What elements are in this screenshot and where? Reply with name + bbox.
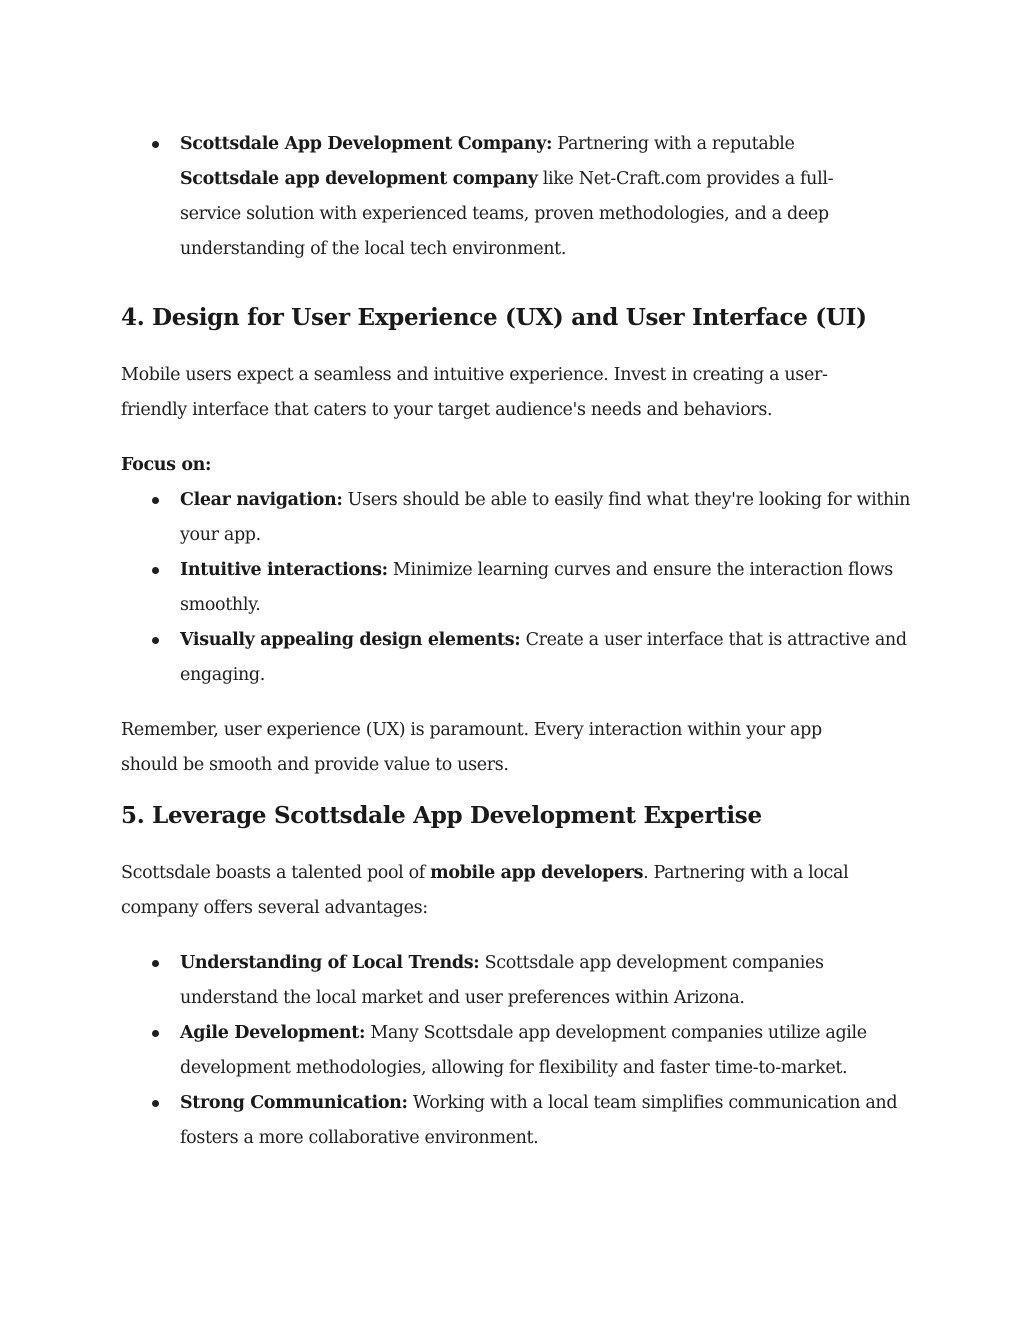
bullet-icon [152, 960, 159, 967]
section-heading: 4. Design for User Experience (UX) and User Interface (UI) [121, 304, 867, 331]
top-bullet-list [121, 127, 921, 267]
list-item [121, 483, 921, 553]
bullet-icon [152, 637, 159, 644]
bullet-icon [152, 1030, 159, 1037]
list-item [121, 1086, 921, 1156]
item-title: Scottsdale App Development Company: [180, 134, 553, 154]
list-item [121, 1016, 921, 1086]
intro-text: Scottsdale boasts a talented pool of [121, 863, 431, 883]
intro-emphasis: mobile app developers [430, 863, 644, 883]
section-closing: Remember, user experience (UX) is paramount. Every interaction within your app should be smooth and provide value to users. [121, 720, 822, 775]
focus-bullet-list [121, 483, 921, 693]
list-item [121, 127, 880, 267]
item-text: Many Scottsdale app development companies utilize agile development methodologies, allowing for flexibility and faster time-to-market. [180, 1023, 867, 1078]
item-title: Agile Development: [180, 1023, 366, 1043]
item-title: Clear navigation: [180, 490, 343, 510]
list-item [121, 623, 921, 693]
section-intro [121, 856, 891, 926]
focus-label-text: Focus on: [121, 455, 212, 475]
item-title: Understanding of Local Trends: [180, 953, 480, 973]
item-text: Users should be able to easily find what they're looking for within your app. [180, 490, 911, 545]
item-text: Working with a local team simplifies communication and fosters a more collaborative environment. [180, 1093, 898, 1148]
item-title: Strong Communication: [180, 1093, 408, 1113]
document-page [121, 126, 921, 1156]
section-heading: 5. Leverage Scottsdale App Development Expertise [121, 802, 762, 829]
list-item [121, 946, 921, 1016]
item-emphasis: Scottsdale app development company [180, 169, 538, 189]
item-text: Partnering with a reputable [552, 134, 795, 154]
section-intro: Mobile users expect a seamless and intuitive experience. Invest in creating a user-friendly interface that caters to your target audience's needs and behaviors. [121, 365, 828, 420]
advantages-bullet-list [121, 946, 921, 1156]
item-text: Scottsdale app development companies understand the local market and user preferences within Arizona. [180, 953, 824, 1008]
list-item [121, 553, 921, 623]
item-text: like Net-Craft.com provides a full-service solution with experienced teams, proven methodologies, and a deep understanding of the local tech environment. [180, 169, 834, 259]
focus-label [121, 448, 921, 483]
bullet-icon [152, 1100, 159, 1107]
item-text: Create a user interface that is attractive and engaging. [180, 630, 907, 685]
intro-text: . Partnering with a local company offers several advantages: [121, 863, 849, 918]
item-text: Minimize learning curves and ensure the interaction flows smoothly. [180, 560, 893, 615]
bullet-icon [152, 141, 159, 148]
item-title: Intuitive interactions: [180, 560, 388, 580]
bullet-icon [152, 497, 159, 504]
item-title: Visually appealing design elements: [180, 630, 521, 650]
bullet-icon [152, 567, 159, 574]
